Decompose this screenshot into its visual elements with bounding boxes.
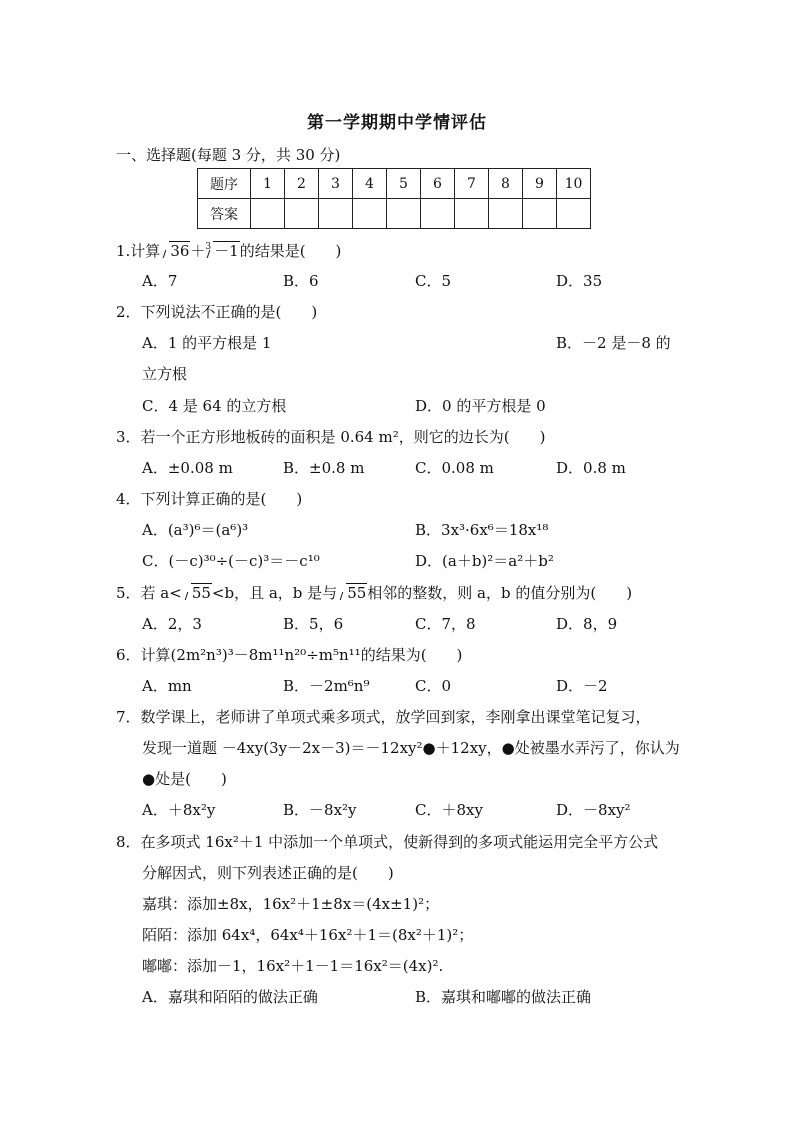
answer-cell[interactable] (557, 199, 591, 229)
q4-option-b[interactable]: B．3x³·6x⁶＝18x¹⁸ (415, 521, 549, 539)
question-7-line-1: 7．数学课上，老师讲了单项式乘多项式，放学回到家，李刚拿出课堂笔记复习， (116, 708, 651, 726)
q1-option-c[interactable]: C．5 (415, 272, 452, 290)
question-number: 1 (251, 169, 285, 199)
answer-cell[interactable] (353, 199, 387, 229)
answer-cell[interactable] (285, 199, 319, 229)
cube-root-symbol: －1 (204, 241, 240, 261)
q4-option-d[interactable]: D．(a＋b)²＝a²＋b² (415, 552, 554, 570)
answer-cell[interactable] (489, 199, 523, 229)
answer-cell[interactable] (523, 199, 557, 229)
answer-cell[interactable] (319, 199, 353, 229)
question-number: 7 (455, 169, 489, 199)
question-number: 5 (387, 169, 421, 199)
answer-table-label: 答案 (198, 199, 251, 229)
question-5-stem: 5．若 a< 55<b，且 a，b 是与 55相邻的整数，则 a，b 的值分别为( ) (116, 584, 633, 602)
question-3-stem: 3．若一个正方形地板砖的面积是 0.64 m²，则它的边长为( ) (116, 428, 546, 446)
answer-cell[interactable] (421, 199, 455, 229)
q1-option-b[interactable]: B．6 (283, 272, 319, 290)
q2-option-b[interactable]: B．－2 是－8 的 (556, 334, 671, 352)
q6-option-a[interactable]: A．mn (142, 677, 192, 695)
q8-statement-moumou: 陌陌：添加 64x⁴，64x⁴＋16x²＋1＝(8x²＋1)²； (142, 926, 474, 944)
q8-statement-dudu: 嘟嘟：添加－1，16x²＋1－1＝16x²＝(4x)². (142, 957, 444, 975)
q1-option-d[interactable]: D．35 (556, 272, 603, 290)
q5-option-d[interactable]: D．8，9 (556, 615, 618, 633)
q8-statement-jiaqi: 嘉琪：添加±8x，16x²＋1±8x＝(4x±1)²； (142, 895, 440, 913)
q7-option-a[interactable]: A．＋8x²y (142, 801, 216, 819)
q6-option-d[interactable]: D．－2 (556, 677, 608, 695)
answer-cell[interactable] (251, 199, 285, 229)
question-7-line-3: ●处是( ) (142, 770, 227, 788)
answer-cell[interactable] (455, 199, 489, 229)
q2-option-c[interactable]: C．4 是 64 的立方根 (142, 397, 287, 415)
q3-option-a[interactable]: A．±0.08 m (142, 459, 233, 477)
q4-option-a[interactable]: A．(a³)⁶＝(a⁶)³ (142, 521, 249, 539)
question-8-line-1: 8．在多项式 16x²＋1 中添加一个单项式，使新得到的多项式能运用完全平方公式 (116, 833, 659, 851)
q4-option-c[interactable]: C．(－c)³⁰÷(－c)³＝－c¹⁰ (142, 552, 320, 570)
question-number: 8 (489, 169, 523, 199)
q3-option-c[interactable]: C．0.08 m (415, 459, 494, 477)
answer-table-header-row (198, 169, 591, 199)
sqrt-symbol: 55 (182, 583, 212, 603)
cube-root-index: 3 (205, 242, 212, 252)
answer-table-label: 题序 (198, 169, 251, 199)
sqrt-symbol: 55 (337, 583, 367, 603)
question-number: 9 (523, 169, 557, 199)
q2-option-a[interactable]: A．1 的平方根是 1 (142, 334, 272, 352)
q7-option-c[interactable]: C．＋8xy (415, 801, 483, 819)
q2-option-b-continued: 立方根 (142, 365, 188, 383)
question-number: 10 (557, 169, 591, 199)
question-2-stem: 2．下列说法不正确的是( ) (116, 303, 318, 321)
q3-option-b[interactable]: B．±0.8 m (283, 459, 365, 477)
question-number: 6 (421, 169, 455, 199)
question-6-stem: 6．计算(2m²n³)³－8m¹¹n²⁰÷m⁵n¹¹的结果为( ) (116, 646, 463, 664)
q3-option-d[interactable]: D．0.8 m (556, 459, 626, 477)
q6-option-b[interactable]: B．－2m⁶n⁹ (283, 677, 370, 695)
q1-option-a[interactable]: A．7 (142, 272, 178, 290)
question-7-line-2: 发现一道题 －4xy(3y－2x－3)＝－12xy²●＋12xy，●处被墨水弄污了，你认为 (142, 739, 680, 757)
q2-option-d[interactable]: D．0 的平方根是 0 (415, 397, 546, 415)
q5-option-b[interactable]: B．5，6 (283, 615, 344, 633)
question-number: 2 (285, 169, 319, 199)
q7-option-d[interactable]: D．－8xy² (556, 801, 631, 819)
answer-table-answer-row (198, 199, 591, 229)
page-title: 第一学期期中学情评估 (307, 113, 487, 133)
answer-cell[interactable] (387, 199, 421, 229)
section-heading: 一、选择题(每题 3 分，共 30 分) (116, 146, 341, 164)
q5-option-c[interactable]: C．7，8 (415, 615, 476, 633)
q5-option-a[interactable]: A．2，3 (142, 615, 202, 633)
q8-option-b[interactable]: B．嘉琪和嘟嘟的做法正确 (415, 988, 592, 1006)
question-1-stem: 1.计算 36＋$^3$ －1的结果是( ) (116, 242, 342, 260)
question-4-stem: 4．下列计算正确的是( ) (116, 490, 303, 508)
q7-option-b[interactable]: B．－8x²y (283, 801, 357, 819)
q8-option-a[interactable]: A．嘉琪和陌陌的做法正确 (142, 988, 318, 1006)
q6-option-c[interactable]: C．0 (415, 677, 452, 695)
answer-table (197, 168, 591, 229)
question-8-line-2: 分解因式，则下列表述正确的是( ) (142, 864, 394, 882)
question-number: 4 (353, 169, 387, 199)
question-number: 3 (319, 169, 353, 199)
sqrt-symbol: 36 (160, 241, 190, 261)
